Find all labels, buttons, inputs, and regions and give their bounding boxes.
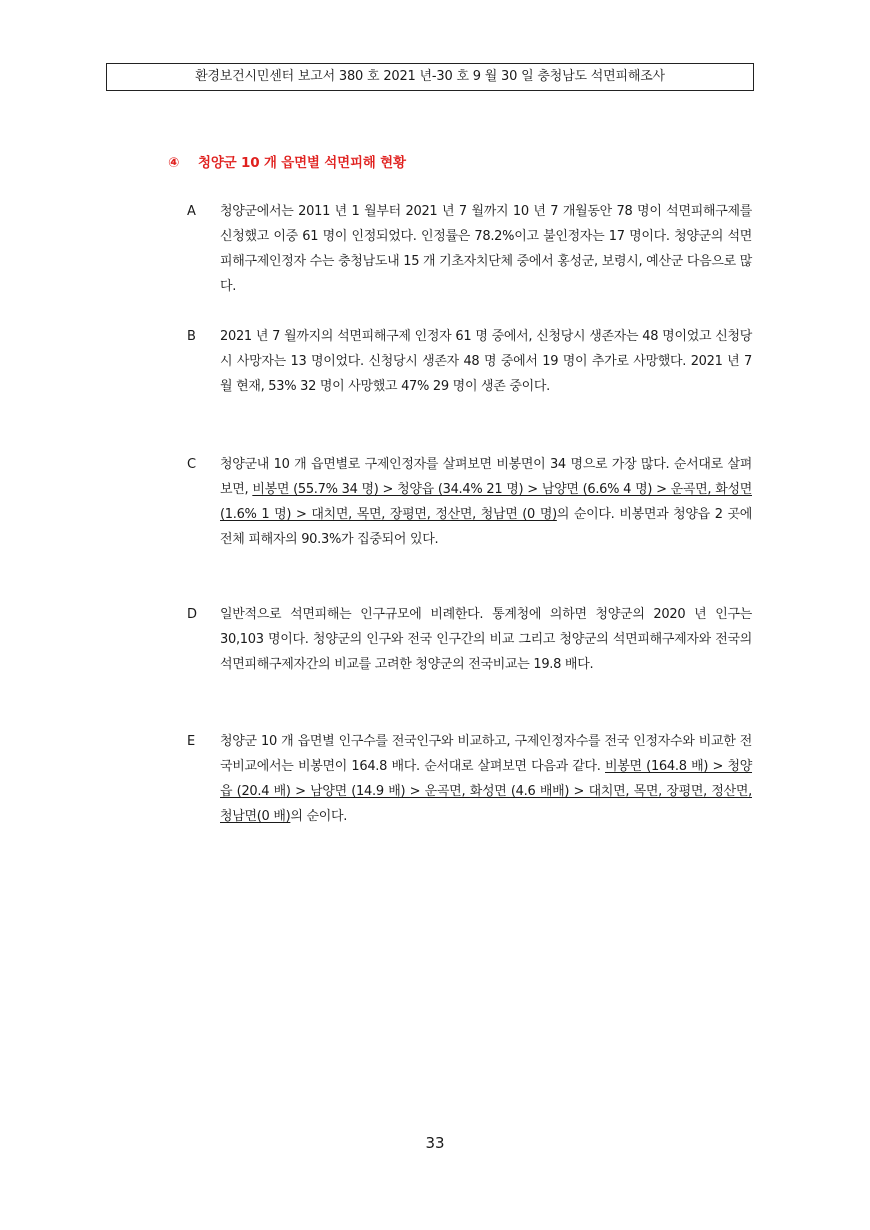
paragraph-text: 일반적으로 석면피해는 인구규모에 비례한다. 통계청에 의하면 청양군의 2020 년 인구는 30,103 명이다. 청양군의 인구와 전국 인구간의 비교 그리고 청양군의 석면피해구제자와 전국의 석면피해구제자간의 비교를 고려한 청양군의 전국비교는 19.8 배다. bbox=[220, 607, 752, 672]
section-number: ④ bbox=[168, 155, 180, 171]
paragraph-text bbox=[220, 729, 752, 829]
paragraph-d bbox=[187, 602, 752, 677]
paragraph-letter: C bbox=[187, 457, 196, 472]
paragraph-letter: B bbox=[187, 329, 196, 344]
paragraph-letter: E bbox=[187, 734, 195, 749]
paragraph-text-after: 의 순이다. bbox=[290, 809, 348, 824]
paragraph-b bbox=[187, 324, 752, 399]
paragraph-e bbox=[187, 729, 752, 829]
section-title-text: 청양군 10 개 읍면별 석면피해 현황 bbox=[198, 155, 406, 171]
paragraph-a bbox=[187, 199, 752, 299]
paragraph-text: 2021 년 7 월까지의 석면피해구제 인정자 61 명 중에서, 신청당시 생존자는 48 명이었고 신청당시 사망자는 13 명이었다. 신청당시 생존자 48 명 중에서 19 명이 추가로 사망했다. 2021 년 7 월 현재, 53% 32 명이 사망했고 47% 29 명이 생존 중이다. bbox=[220, 329, 752, 394]
ranking-underlined: 비봉면 (55.7% 34 명) > 청양읍 (34.4% 21 명) > 남양면 (6.6% 4 명) > 운곡면, 화성면 (1.6% 1 명) > 대치면, 목면, 장평면, 정산면, 청남면 (0 명) bbox=[220, 482, 752, 522]
paragraph-text-before: 청양군 10 개 읍면별 인구수를 전국인구와 비교하고, 구제인정자수를 전국 인정자수와 비교한 전국비교에서는 비봉면이 164.8 배다. 순서대로 살펴보면 다음과 같다. bbox=[220, 734, 752, 774]
paragraph-text: 청양군에서는 2011 년 1 월부터 2021 년 7 월까지 10 년 7 개월동안 78 명이 석면피해구제를 신청했고 이중 61 명이 인정되었다. 인정률은 78.2%이고 불인정자는 17 명이다. 청양군의 석면피해구제인정자 수는 충청남도내 15 개 기초자치단체 중에서 홍성군, 보령시, 예산군 다음으로 많다. bbox=[220, 204, 752, 294]
paragraph-c bbox=[187, 452, 752, 552]
ranking-underlined: 비봉면 (164.8 배) > 청양읍 (20.4 배) > 남양면 (14.9 배) > 운곡면, 화성면 (4.6 배배) > 대치면, 목면, 장평면, 정산면, 청남면(0 배) bbox=[220, 759, 753, 824]
paragraph-letter: D bbox=[187, 607, 197, 622]
report-header: 환경보건시민센터 보고서 380 호 2021 년-30 호 9 월 30 일 충청남도 석면피해조사 bbox=[106, 63, 754, 91]
paragraph-text-before: 청양군내 10 개 읍면별로 구제인정자를 살펴보면 비봉면이 34 명으로 가장 많다. 순서대로 살펴보면, bbox=[220, 457, 752, 497]
section-title bbox=[168, 151, 406, 171]
paragraph-text-after: 의 순이다. 비봉면과 청양읍 2 곳에 전체 피해자의 90.3%가 집중되어 있다. bbox=[220, 507, 752, 547]
paragraph-letter: A bbox=[187, 204, 196, 219]
paragraph-text bbox=[220, 452, 752, 552]
page-number: 33 bbox=[425, 1134, 445, 1152]
